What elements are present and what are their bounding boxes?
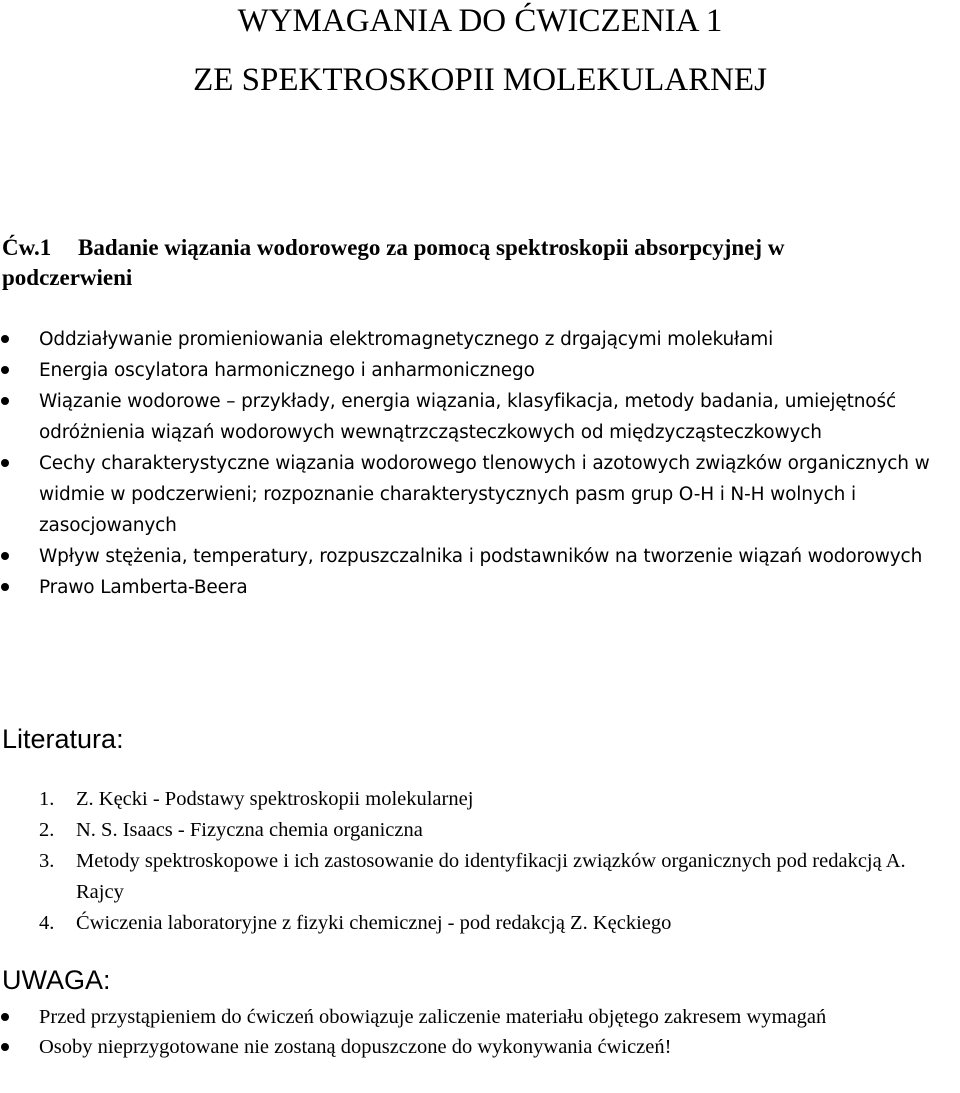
literature-item [0, 815, 960, 846]
literature-item-text: Metody spektroskopowe i ich zastosowanie do identyfikacji związków organicznych pod redakcją A. Rajcy [76, 850, 906, 903]
bullet-icon [1, 397, 9, 405]
requirement-item [0, 448, 960, 541]
notice-list [0, 1002, 960, 1062]
requirement-item [0, 355, 960, 386]
bullet-icon [1, 335, 9, 343]
literature-list [0, 784, 960, 939]
literature-heading: Literatura: [2, 724, 124, 754]
notice-text: Osoby nieprzygotowane nie zostaną dopuszczone do wykonywania ćwiczeń! [39, 1036, 672, 1058]
literature-item-text: Z. Kęcki - Podstawy spektroskopii molekularnej [76, 788, 474, 810]
notice-item [0, 1002, 960, 1032]
bullet-icon [1, 1013, 9, 1021]
requirement-item [0, 324, 960, 355]
exercise-title: Badanie wiązania wodorowego za pomocą spektroskopii absorpcyjnej w podczerwieni [2, 235, 785, 290]
requirement-item [0, 541, 960, 572]
bullet-icon [1, 583, 9, 591]
literature-item [0, 908, 960, 939]
bullet-icon [1, 1043, 9, 1051]
literature-item [0, 784, 960, 815]
notice-item [0, 1032, 960, 1062]
literature-item [0, 846, 960, 908]
bullet-icon [1, 459, 9, 467]
document-title-line-1: WYMAGANIA DO ĆWICZENIA 1 [237, 3, 723, 39]
requirement-item [0, 572, 960, 603]
literature-item-number: 3. [39, 850, 55, 872]
requirements-list [0, 324, 960, 603]
requirement-text: Wiązanie wodorowe – przykłady, energia wiązania, klasyfikacja, metody badania, umiejętność odróżnienia wiązań wodorowych wewnątrzcząsteczkowych od międzycząsteczkowych [39, 391, 896, 443]
literature-item-text: Ćwiczenia laboratoryjne z fizyki chemicznej - pod redakcją Z. Kęckiego [76, 912, 672, 934]
requirement-text: Prawo Lamberta-Beera [39, 577, 248, 598]
literature-item-number: 4. [39, 912, 55, 934]
literature-item-text: N. S. Isaacs - Fizyczna chemia organiczna [76, 819, 423, 841]
requirement-item [0, 386, 960, 448]
requirement-text: Cechy charakterystyczne wiązania wodorowego tlenowych i azotowych związków organicznych w widmie w podczerwieni; rozpoznanie charakterystycznych pasm grup O-H i N-H wolnych i zasocjowanych [39, 453, 930, 536]
requirement-text: Oddziaływanie promieniowania elektromagnetycznego z drgającymi molekułami [39, 329, 774, 350]
requirement-text: Energia oscylatora harmonicznego i anharmonicznego [39, 360, 535, 381]
literature-item-number: 2. [39, 819, 55, 841]
document-title-line-2: ZE SPEKTROSKOPII MOLEKULARNEJ [193, 62, 767, 98]
bullet-icon [1, 366, 9, 374]
requirement-text: Wpływ stężenia, temperatury, rozpuszczalnika i podstawników na tworzenie wiązań wodorowych [39, 546, 923, 567]
notice-heading: UWAGA: [2, 965, 111, 995]
notice-text: Przed przystąpieniem do ćwiczeń obowiązuje zaliczenie materiału objętego zakresem wymagań [39, 1006, 827, 1028]
exercise-heading [2, 233, 882, 293]
literature-item-number: 1. [39, 788, 55, 810]
bullet-icon [1, 552, 9, 560]
exercise-number: Ćw.1 [2, 235, 52, 260]
